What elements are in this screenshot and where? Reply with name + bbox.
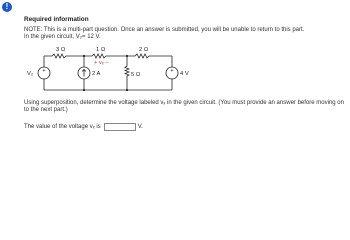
source-4v-label: 4 V [180, 71, 189, 77]
vx-polarity-label: + vₓ – [94, 60, 109, 66]
voltage-answer-input[interactable] [104, 123, 136, 131]
answer-unit: V. [137, 124, 143, 130]
section-heading: Required information [24, 16, 89, 23]
given-values: In the given circuit, V₂= 12 V. [24, 34, 101, 41]
answer-row [24, 123, 143, 131]
answer-label: The value of the voltage vₓ is [24, 124, 101, 130]
resistor-5ohm-label: 5 Ω [131, 72, 141, 78]
current-source-label: 2 A [92, 71, 101, 77]
resistor-3ohm-label: 3 Ω [56, 47, 66, 53]
resistor-2ohm-label: 2 Ω [139, 47, 149, 53]
resistor-1ohm-label: 1 Ω [96, 47, 106, 53]
vright-plus-sign: + [170, 68, 174, 74]
question-text: Using superposition, determine the voltage labeled vₓ in the given circuit. (You must provide an answer before moving on to the next part.) [24, 100, 344, 114]
alert-icon: ! [2, 2, 12, 12]
source-vs-label: V₂ [27, 71, 34, 77]
note-block [24, 27, 304, 41]
circuit-diagram [24, 46, 214, 94]
note-text: NOTE: This is a multi-part question. Once an answer is submitted, you will be unable to return to this part. [24, 27, 305, 33]
vs-plus-sign: + [42, 68, 46, 74]
